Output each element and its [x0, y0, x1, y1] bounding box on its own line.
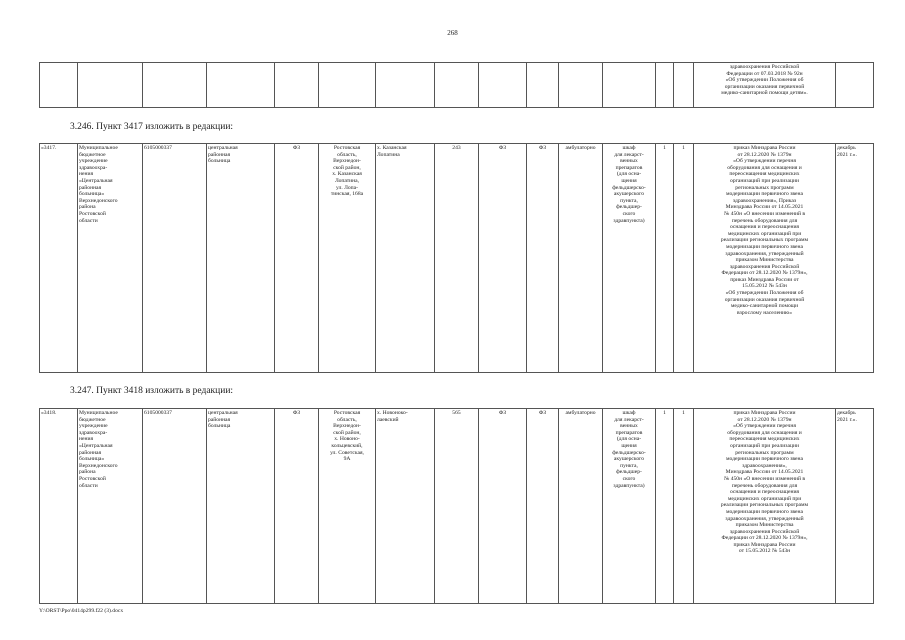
footer-file-path: Y:\ORST\Ppo\0414p299.f22 (3).docx — [39, 608, 124, 614]
address: Ростовская область, Верхнедон- ской район, х. Новоно- кольцевский, ул. Советская, 9А — [319, 409, 376, 604]
settlement: х. Новоноко- лаевский — [376, 409, 435, 604]
page-number: 268 — [447, 29, 458, 37]
top-fragment-table — [39, 62, 874, 108]
row-table-3418 — [39, 408, 874, 604]
fz-3: ФЗ — [527, 144, 559, 373]
deadline: декабрь 2021 г.». — [836, 144, 874, 373]
fz-2: ФЗ — [479, 409, 527, 604]
table-row — [40, 409, 874, 604]
quantity-1: 1 — [656, 144, 674, 373]
quantity-2: 1 — [674, 409, 694, 604]
table-row — [40, 144, 874, 373]
equipment: шкаф для лекарст- венных препаратов (для осна- щения фельдшерско- акушерского пункта, фельдшер- ского здравпункта) — [603, 409, 656, 604]
regulatory-docs: приказ Минздрава России от 28.12.2020 № 1379н «Об утверждении перечня оборудования для оснащения и переоснащения медицинских организаций при реализации региональных программ модернизации первичного звена здравоохранения», Приказ Минздрава России от 14.05.2021 № 450н «О внесении изменений в перечень оборудования для оснащения и переоснащения медицинских организаций при реализации региональных программ модернизации первичного звена здравоохранения, утвержденный приказом Министерства здравоохранения Российской Федерации от 28.12.2020 № 1379н», приказ Минздрава России от 15.05.2012 № 543н «Об утверждении Положения об организации оказания первичной медико-санитарной помощи взрослому населению» — [694, 144, 836, 373]
care-type: амбулаторно — [559, 409, 603, 604]
population: 243 — [435, 144, 479, 373]
equipment: шкаф для лекарст- венных препаратов (для осна- щения фельдшерско- акушерского пункта, фельдшер- ского здравпункта) — [603, 144, 656, 373]
regulatory-docs: приказ Минздрава России от 28.12.2020 № 1379н «Об утверждении перечня оборудования для оснащения и переоснащения медицинских организаций при реализации региональных программ модернизации первичного звена здравоохранения», Минздрава России от 14.05.2021 № 450н «О внесении изменений в перечень оборудования для оснащения и переоснащения медицинских организаций при реализации региональных программ модернизации первичного звена здравоохранения, утвержденный приказом Министерства здравоохранения Российской Федерации от 28.12.2020 № 1379н», приказ Минздрава России от 15.05.2012 № 543н — [694, 409, 836, 604]
inn: 6105000337 — [143, 144, 207, 373]
organization-name: Муниципальное бюджетное учреждение здравоохра- нения «Центральная районная больница» Верхнедонского района Ростовской области — [78, 144, 143, 373]
fz-1: ФЗ — [275, 144, 319, 373]
quantity-1: 1 — [656, 409, 674, 604]
fz-2: ФЗ — [479, 144, 527, 373]
address: Ростовская область, Верхнедон- ской район, х. Казанская Лопатина, ул. Лопа- тинская, 168а — [319, 144, 376, 373]
section-heading-3246: 3.246. Пункт 3417 изложить в редакции: — [70, 122, 234, 132]
row-table-3417 — [39, 143, 874, 373]
top-fragment-docs: здравоохранения Российской Федерации от 07.03.2018 № 92н «Об утверждении Положения об организации оказания первичной медико-санитарной помощи детям». — [694, 63, 836, 108]
row-number: «3417. — [40, 144, 78, 373]
quantity-2: 1 — [674, 144, 694, 373]
fz-3: ФЗ — [527, 409, 559, 604]
settlement: х. Казанская Лопатина — [376, 144, 435, 373]
care-type: амбулаторно — [559, 144, 603, 373]
org-type: центральная районная больница — [207, 409, 275, 604]
organization-name: Муниципальное бюджетное учреждение здравоохра- нения «Центральная районная больница» Верхнедонского района Ростовской области — [78, 409, 143, 604]
row-number: «3418. — [40, 409, 78, 604]
inn: 6105000337 — [143, 409, 207, 604]
org-type: центральная районная больница — [207, 144, 275, 373]
fz-1: ФЗ — [275, 409, 319, 604]
section-heading-3247: 3.247. Пункт 3418 изложить в редакции: — [70, 386, 234, 396]
deadline: декабрь 2021 г.». — [836, 409, 874, 604]
population: 565 — [435, 409, 479, 604]
